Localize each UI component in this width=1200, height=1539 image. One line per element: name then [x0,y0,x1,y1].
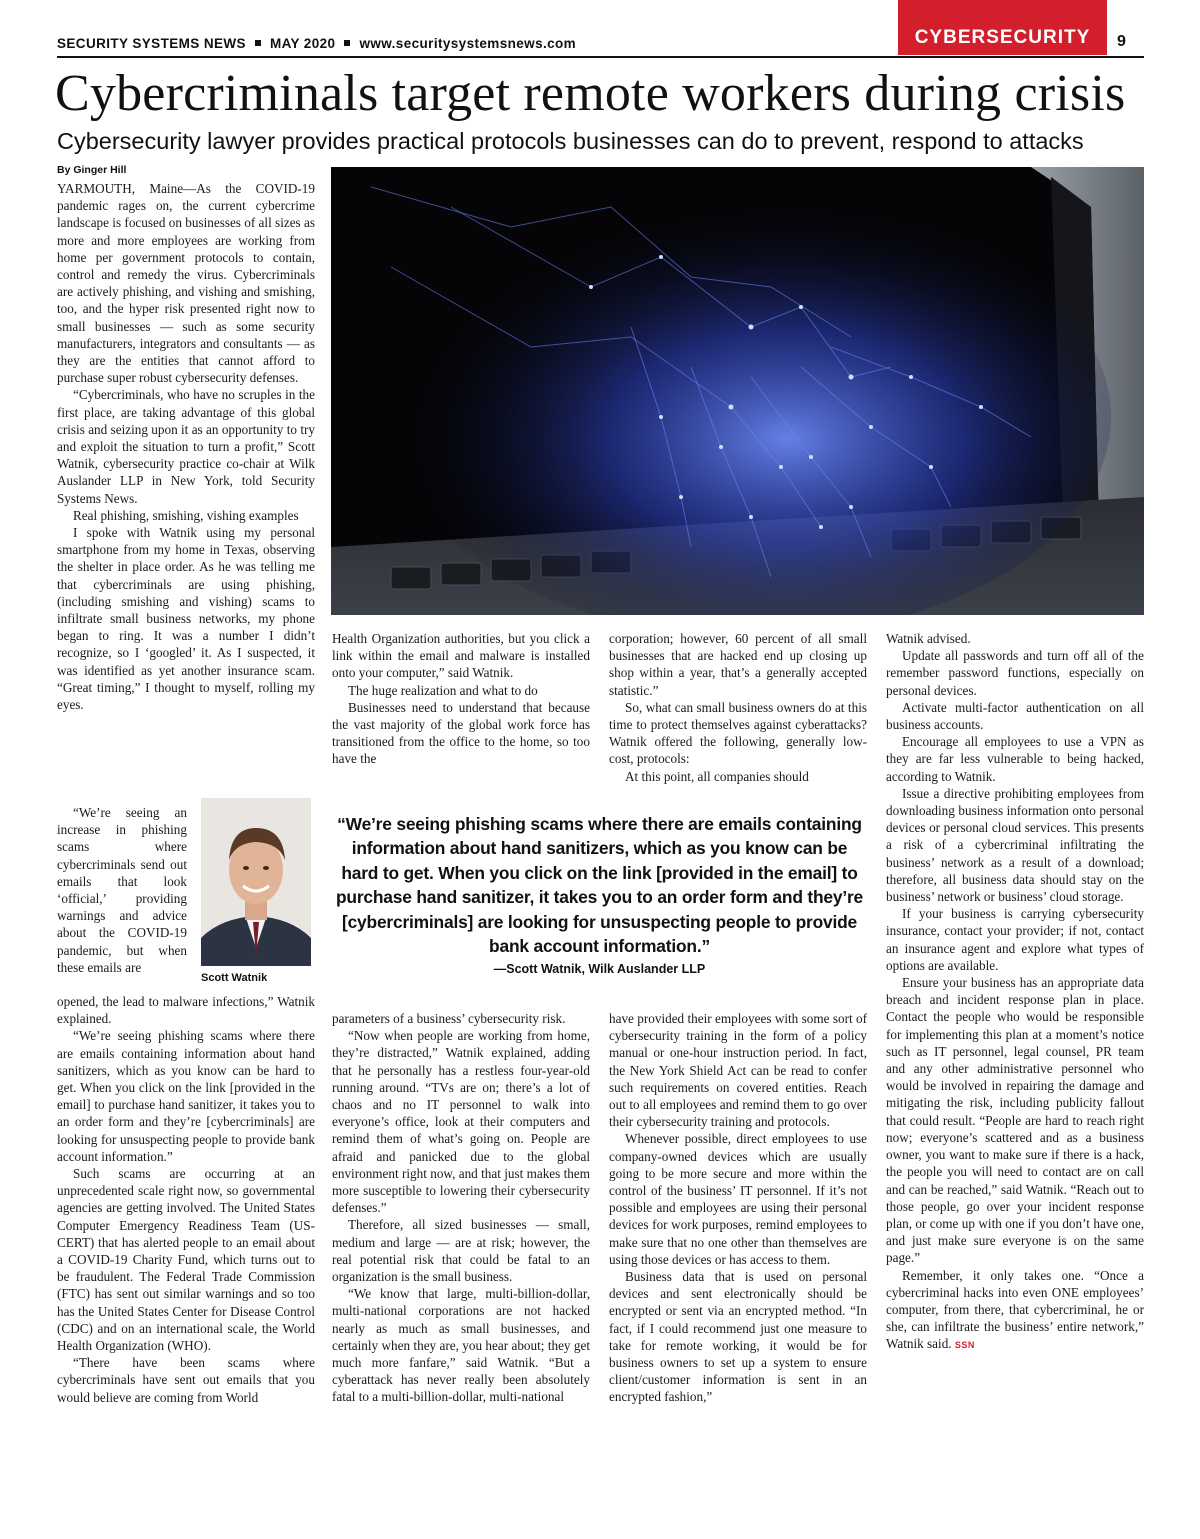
paragraph: “We’re seeing phishing scams where there are emails containing information about hand sanitizers, which as you know can be hard to get. When you click on the link [provided in the email] to purchase hand sanitizer, it takes you to an order form and they’re [cybercriminals] are looking for unsuspecting people to provide bank account information.” [57,1028,315,1164]
paragraph: Therefore, all sized businesses — small, medium and large — are at risk; however, the real potential risk that could be fatal to an organization is the small business. [332,1217,590,1285]
column-2-bottom [332,1010,590,1406]
paragraph: Business data that is used on personal devices and sent electronically should be encrypted or sent via an encrypted method. “In fact, if I could recommend just one measure to take for remote working, it would be for business owners to set up a system to ensure client/customer information is sent in an encrypted fashion,” [609,1269,867,1405]
separator-square [255,40,261,46]
section-tab: CYBERSECURITY [898,0,1107,55]
issue-date: MAY 2020 [269,36,336,51]
paragraph: Businesses need to understand that because the vast majority of the global work force has transitioned from the office to the home, so too have the [332,699,590,767]
paragraph: “There have been scams where cybercriminals have sent out emails that you would believe are coming from World [57,1355,315,1405]
column-2-top [332,630,590,768]
paragraph: Activate multi-factor authentication on all business accounts. [886,699,1144,733]
subhead: Real phishing, smishing, vishing examples [73,507,299,523]
separator-square [344,40,350,46]
paragraph: have provided their employees with some sort of cybersecurity training in the form of a policy manual or one-hour instruction period. In fact, the New York Shield Act can be read to confer such requirements on covered entities. Reach out to all employees and remind them to go over their cybersecurity training and protocols. [609,1011,867,1130]
deck: Cybersecurity lawyer provides practical protocols businesses can do to prevent, respond to attacks [57,128,1084,154]
headshot-photo [201,798,311,966]
paragraph: “Now when people are working from home, they’re distracted,” Watnik explained, adding that he personally has a restless four-year-old running around. “TVs are on; there’s a lot of chaos and no IT personnel to walk into everyone’s office, look at their computers and remind them of what’s going on. People are afraid and panicked due to the global environment right now, and that just makes them more susceptible to lowering their cybersecurity defenses.” [332,1028,590,1216]
pull-quote-attribution: —Scott Watnik, Wilk Auslander LLP [493,962,706,976]
paragraph: corporation; however, 60 percent of all small businesses that are hacked end up closing up shop within a year, that’s a generally accepted statistic.” [609,631,867,698]
publication-name: SECURITY SYSTEMS NEWS [57,36,246,51]
column-1-wrap [57,804,187,976]
header-rule [57,56,1144,58]
paragraph: YARMOUTH, Maine—As the COVID-19 pandemic rages on, the current cybercrime landscape is focused on businesses of all sizes as more and more employees are working from home per government protocols to contain, control and remedy the virus. Cybercriminals are actively phishing, and vishing and smishing, too, and the hyper risk presented right now to small businesses — such as some security manufacturers, integrators and consultants — as they are the entities that cannot afford to purchase super robust cybersecurity defenses. [57,181,315,386]
paragraph: At this point, all companies should [625,768,809,784]
photo-caption: Scott Watnik [201,972,268,984]
paragraph: opened, the lead to malware infections,” Watnik explained. [57,994,315,1027]
column-3-bottom [609,1010,867,1406]
column-4 [886,630,1144,1355]
paragraph: parameters of a business’ cybersecurity risk. [332,1011,566,1026]
paragraph: “We know that large, multi-billion-dollar, multi-national corporations are not hacked nearly as much as small businesses, and certainly when they are, you hear about; they get much more fanfare,” said Watnik. “But a cyberattack has never really been absolutely fatal to a multi-billion-dollar, multi-national [332,1286,590,1405]
byline: By Ginger Hill [57,164,127,176]
paragraph: Watnik advised. [886,631,971,646]
paragraph: “We’re seeing an increase in phishing scams where cybercriminals send out emails that look ‘official,’ providing warnings and advice about the COVID-19 pandemic, but when these emails are [57,805,187,975]
column-3-top [609,630,867,785]
pull-quote: “We’re seeing phishing scams where there are emails containing information about hand sanitizers, which as you know can be hard to get. When you click on the link [provided in the email] to purchase hand sanitizer, it takes you to an order form and they’re [cybercriminals] are looking for unsuspecting people to provide bank account information.” [335,814,863,957]
paragraph: So, what can small business owners do at this time to protect themselves against cyberattacks? Watnik offered the following, generally low-cost, protocols: [609,699,867,767]
headline: Cybercriminals target remote workers during crisis [55,65,1126,122]
paragraph: “Cybercriminals, who have no scruples in the first place, are taking advantage of this global crisis and seizing upon it as an opportunity to try and exploit the situation to turn a profit,” Scott Watnik, cybersecurity practice co-chair at Wilk Auslander LLP in New York, told Security Systems News. [57,387,315,506]
page-number: 9 [1117,33,1126,50]
paragraph: Issue a directive prohibiting employees from downloading business information onto personal devices or personal cloud services. This presents a risk of a cybercriminal infiltrating the business’ network as a result of a download; therefore, all business data should stay on the business’ network or business’ cloud storage. [886,785,1144,905]
column-1-bottom [57,993,315,1406]
paragraph: Health Organization authorities, but you click a link within the email and malware is installed onto your computer,” said Watnik. [332,631,590,681]
running-header [57,36,576,51]
paragraph: Update all passwords and turn off all of the remember password functions, especially on personal devices. [886,648,1144,698]
paragraph: I spoke with Watnik using my personal smartphone from my home in Texas, observing the shelter in place order. As he was telling me that cybercriminals are using phishing, (including smishing and vishing) scams to infiltrate small business networks, my phone began to ring. It was a number I didn’t recognize, so I ‘googled’ it. As I suspected, it was identified as yet another insurance scam. “Great timing,” I thought to myself, rolling my eyes. [57,525,315,713]
paragraph: If your business is carrying cybersecurity insurance, contact your provider; if not, contact an insurance agent and explore what types of options are available. [886,906,1144,973]
paragraph [886,1267,1144,1355]
paragraph: Ensure your business has an appropriate data breach and incident response plan in place. Contact the people who would be responsible for implementing this plan at a moment’s notice such as IT personnel, legal counsel, PR team and any other administrative personnel who would be involved in repairing the damage and mitigating the risk, including publicity fallout that could result. “People are hard to reach right now; everyone’s scattered and as a business owner, you want to make sure if there is a hack, the people you will need to contact are on call and can be reached,” said Watnik. “Reach out to those people, go over your incident response plan, or come up with one if you don’t have one, and just make sure everyone is on the same page.” [886,975,1144,1266]
end-mark: SSN [954,1340,975,1351]
paragraph: Encourage all employees to use a VPN as they are far less vulnerable to being hacked, according to Watnik. [886,734,1144,784]
closing-text: Remember, it only takes one. “Once a cybercriminal hacks into even ONE employees’ computer, from there, that cybercriminal, he or she, can infiltrate the business’ entire network,” Watnik said. [886,1267,1144,1352]
column-1-top [57,180,315,713]
paragraph: Whenever possible, direct employees to use company-owned devices which are usually going to be more secure and more within the control of the business’ IT personnel. If it’s not possible and employees are using their personal devices for work purposes, remind employees to make sure that no one other than themselves are using those devices or has access to them. [609,1131,867,1267]
paragraph: Such scams are occurring at an unprecedented scale right now, so governmental agencies are getting involved. The United States Computer Emergency Readiness Team (US-CERT) that has alerted people to an email about a COVID-19 Charity Fund, which turns out to be fraudulent. The Federal Trade Commission (FTC) has sent out similar warnings and so too has the United States Center for Disease Control (CDC) and on an international scale, the World Health Organization (WHO). [57,1166,315,1354]
subhead: The huge realization and what to do [348,682,538,698]
hero-image [331,167,1144,615]
website-link[interactable]: www.securitysystemsnews.com [359,36,577,51]
